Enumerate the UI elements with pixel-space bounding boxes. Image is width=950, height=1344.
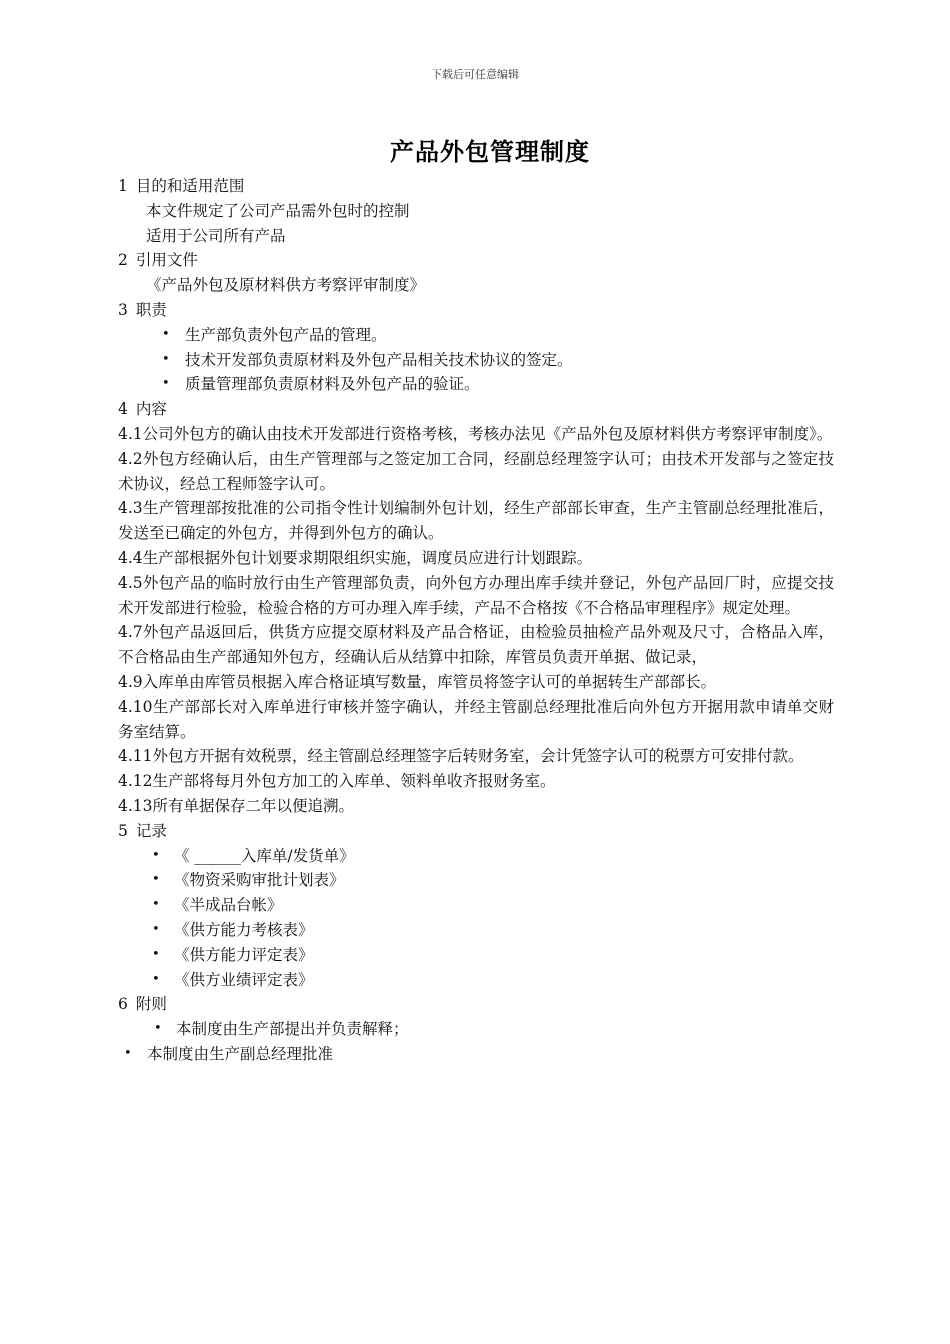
list-item (118, 868, 834, 893)
list-item (118, 893, 834, 918)
bullet-icon: • (152, 847, 160, 863)
section-title: 内容 (135, 400, 167, 419)
bullet-icon: • (152, 921, 160, 937)
bullet-icon: • (162, 351, 170, 367)
list-item (118, 348, 834, 373)
section-title: 引用文件 (135, 251, 198, 270)
section-title: 记录 (135, 821, 167, 840)
bullet-icon: • (124, 1045, 132, 1061)
bullet-icon: • (152, 897, 160, 913)
list-item (118, 372, 834, 397)
clause-paragraph: 4.12生产部将每月外包方加工的入库单、领料单收齐报财务室。 (118, 772, 556, 791)
bullet-icon: • (152, 971, 160, 987)
header-note: 下载后可任意编辑 (431, 68, 519, 81)
list-item (118, 1017, 834, 1042)
bullet-icon: • (154, 1021, 162, 1037)
clause-paragraph: 4.4生产部根据外包计划要求期限组织实施，调度员应进行计划跟踪。 (118, 548, 593, 567)
records-list (118, 844, 834, 993)
list-item-text: 《供方业绩评定表》 (174, 970, 314, 989)
appendix-list (118, 1017, 834, 1067)
clause-paragraph: 4.11外包方开据有效税票，经主管副总经理签字后转财务室，会计凭签字认可的税票方可安排付款。 (118, 747, 804, 766)
list-item-text: 本制度由生产部提出并负责解释； (176, 1020, 409, 1039)
list-item-text: 《供方能力考核表》 (174, 920, 314, 939)
section-number: 4 (118, 400, 128, 419)
section-number: 2 (118, 251, 128, 270)
section-1-heading (118, 174, 834, 199)
section-title: 目的和适用范围 (135, 177, 245, 195)
list-item-text: 《半成品台帐》 (174, 896, 283, 915)
section-number: 3 (118, 300, 128, 319)
list-item-text: 《供方能力评定表》 (174, 945, 314, 964)
list-item-text: 本制度由生产副总经理批准 (147, 1044, 334, 1063)
section-number: 5 (118, 821, 128, 840)
clause-paragraph: 4.5外包产品的临时放行由生产管理部负责，向外包方办理出库手续并登记，外包产品回厂时，应提交技术开发部进行检验，检验合格的方可办理入库手续，产品不合格按《不合格品审理程序》规定处理。 (118, 573, 834, 617)
section-title: 职责 (135, 300, 167, 319)
list-item (118, 943, 834, 968)
list-item (118, 1042, 834, 1067)
list-item-text: 《物资采购审批计划表》 (174, 871, 345, 890)
list-item (118, 844, 834, 869)
list-item-text: 生产部负责外包产品的管理。 (185, 325, 387, 344)
list-item (118, 323, 834, 348)
section-number: 6 (118, 995, 128, 1014)
section-2-line: 《产品外包及原材料供方考察评审制度》 (146, 276, 426, 295)
bullet-icon: • (162, 326, 170, 342)
section-number: 1 (118, 177, 128, 195)
document-title: 产品外包管理制度 (390, 137, 590, 166)
responsibility-list (118, 323, 834, 397)
section-1-line: 本文件规定了公司产品需外包时的控制 (146, 201, 410, 220)
clause-paragraph: 4.1公司外包方的确认由技术开发部进行资格考核，考核办法见《产品外包及原材料供方考察评审制度》。 (118, 424, 833, 443)
bullet-icon: • (152, 946, 160, 962)
clause-paragraph: 4.3生产管理部按批准的公司指令性计划编制外包计划，经生产部部长审查，生产主管副总经理批准后，发送至已确定的外包方，并得到外包方的确认。 (118, 499, 834, 543)
list-item (118, 968, 834, 993)
clause-paragraph: 4.7外包产品返回后，供货方应提交原材料及产品合格证，由检验员抽检产品外观及尺寸，合格品入库，不合格品由生产部通知外包方，经确认后从结算中扣除，库管员负责开单据、做记录， (118, 623, 834, 667)
bullet-icon: • (162, 376, 170, 392)
list-item-text: 质量管理部负责原材料及外包产品的验证。 (185, 375, 480, 394)
document-body (118, 174, 834, 1067)
section-2-heading (118, 248, 834, 273)
section-1-line: 适用于公司所有产品 (146, 226, 286, 245)
list-item (118, 918, 834, 943)
clause-paragraph: 4.13所有单据保存二年以便追溯。 (118, 796, 355, 815)
list-item-text: 技术开发部负责原材料及外包产品相关技术协议的签定。 (185, 350, 573, 369)
section-5-heading (118, 819, 834, 844)
clause-paragraph: 4.2外包方经确认后，由生产管理部与之签定加工合同，经副总经理签字认可；由技术开发部与之签定技术协议，经总工程师签字认可。 (118, 449, 834, 493)
bullet-icon: • (152, 872, 160, 888)
clause-paragraph: 4.10生产部部长对入库单进行审核并签字确认，并经主管副总经理批准后向外包方开据用款申请单交财务室结算。 (118, 697, 834, 741)
section-4-heading (118, 397, 834, 422)
section-3-heading (118, 298, 834, 323)
section-6-heading (118, 992, 834, 1017)
section-title: 附则 (135, 995, 167, 1014)
list-item-text: 《 ______入库单/发货单》 (174, 846, 355, 865)
clause-paragraph: 4.9入库单由库管员根据入库合格证填写数量，库管员将签字认可的单据转生产部部长。 (118, 672, 717, 691)
